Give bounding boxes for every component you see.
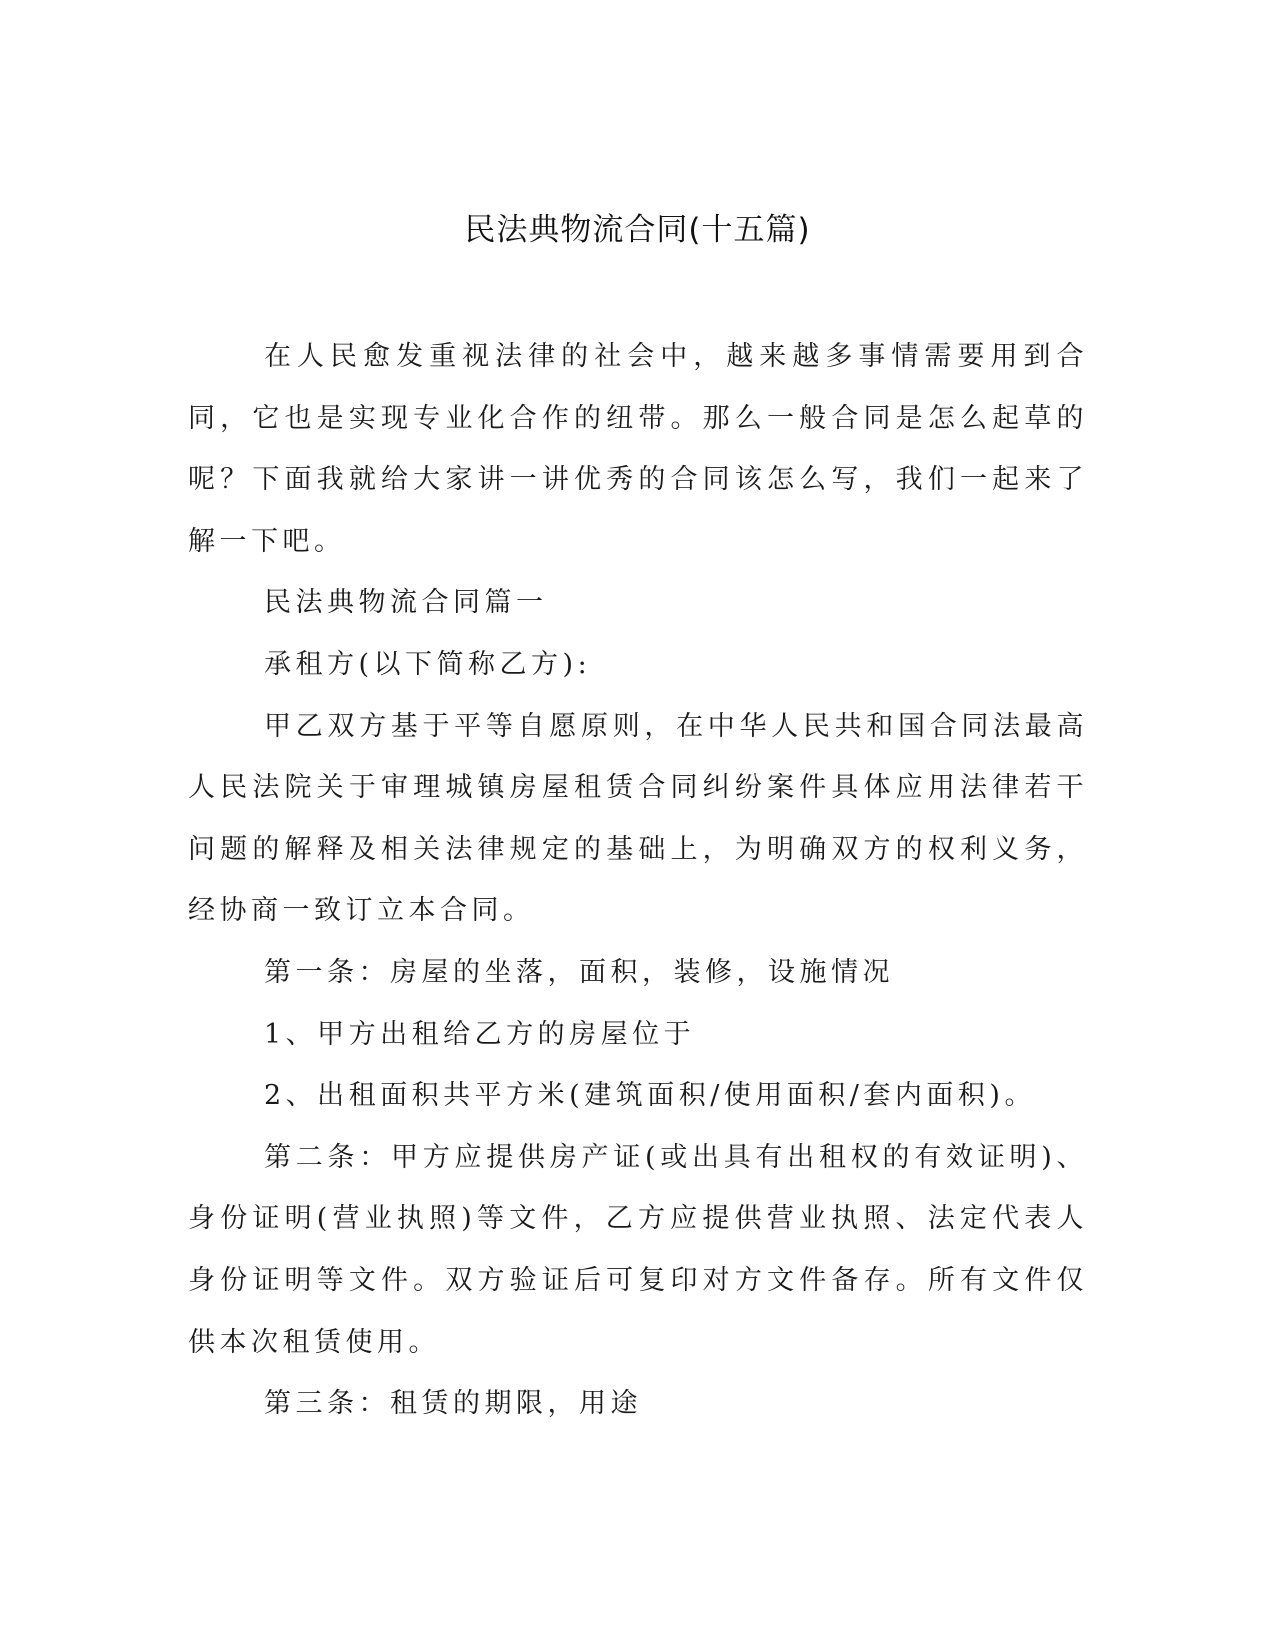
intro-paragraph: 在人民愈发重视法律的社会中，越来越多事情需要用到合同，它也是实现专业化合作的纽带。那么一般合同是怎么起草的呢？下面我就给大家讲一讲优秀的合同该怎么写，我们一起来了解一下吧。 [188,341,1088,557]
document-body [188,326,1088,1435]
section-heading-1: 民法典物流合同篇一 [264,587,548,619]
article-2-paragraph: 第二条：甲方应提供房产证(或出具有出租权的有效证明)、身份证明(营业执照)等文件，乙方应提供营业执照、法定代表人身份证明等文件。双方验证后可复印对方文件备存。所有文件仅供本次租赁使用。 [188,1141,1088,1358]
article-1-item-2: 2、出租面积共平方米(建筑面积/使用面积/套内面积)。 [264,1080,1036,1112]
article-3-heading: 第三条：租赁的期限，用途 [264,1388,642,1420]
preamble-paragraph: 甲乙双方基于平等自愿原则，在中华人民共和国合同法最高人民法院关于审理城镇房屋租赁合同纠纷案件具体应用法律若干问题的解释及相关法律规定的基础上，为明确双方的权利义务，经协商一致订立本合同。 [188,710,1088,927]
article-1-heading: 第一条：房屋的坐落，面积，装修，设施情况 [264,956,894,988]
lessee-line: 承租方(以下简称乙方): [264,648,592,680]
document-title: 民法典物流合同(十五篇) [464,212,811,248]
article-1-item-1: 1、甲方出租给乙方的房屋位于 [264,1018,696,1050]
